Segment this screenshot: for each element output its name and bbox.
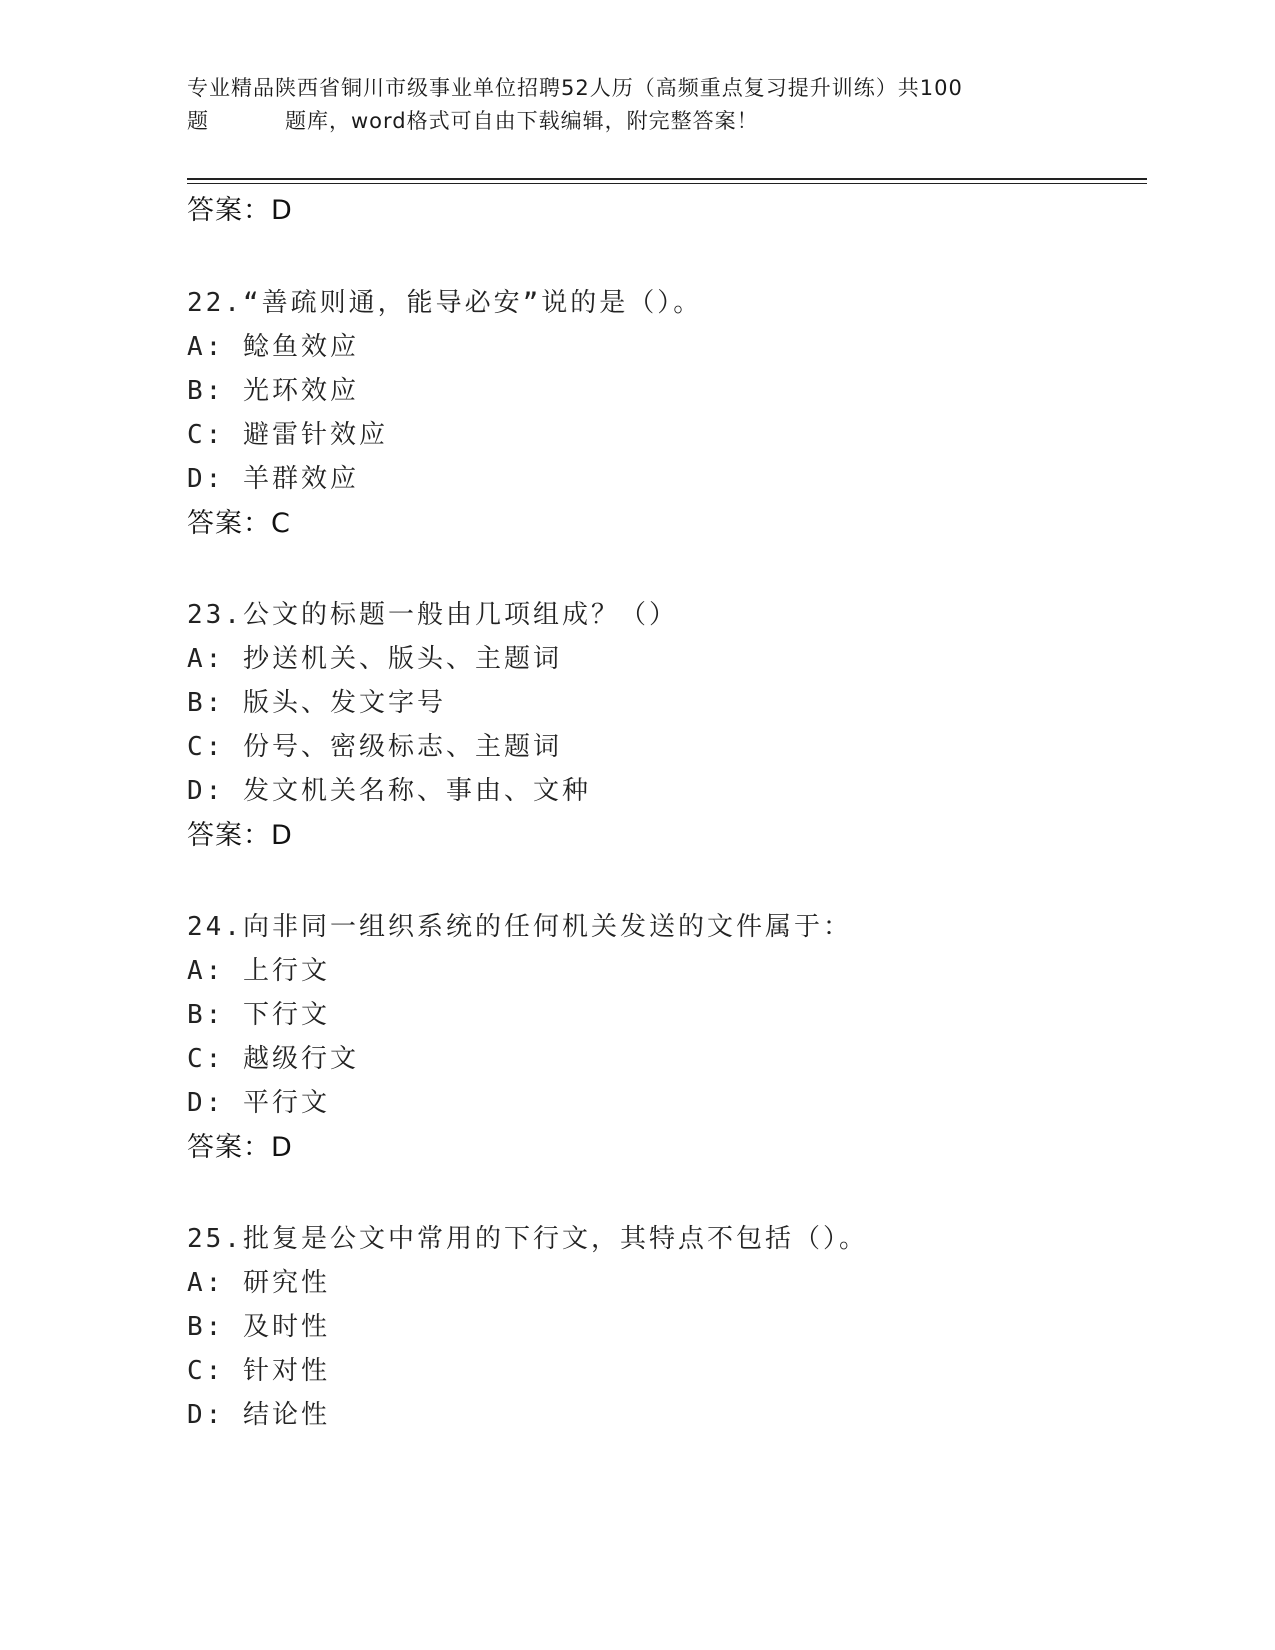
question-24-option-c: C: 越级行文: [187, 1044, 359, 1074]
question-22-answer: 答案：C: [187, 508, 291, 539]
header-title-line-2-start: 题: [187, 109, 209, 133]
header-divider-thick: [187, 178, 1147, 180]
previous-answer: 答案：D: [187, 195, 293, 226]
question-25-option-c: C: 针对性: [187, 1356, 330, 1386]
question-24-option-d: D: 平行文: [187, 1088, 330, 1118]
question-25-option-a: A: 研究性: [187, 1268, 330, 1298]
question-24: 24.向非同一组织系统的任何机关发送的文件属于：: [187, 912, 852, 942]
question-23-option-a: A: 抄送机关、版头、主题词: [187, 644, 562, 674]
question-22: 22.“善疏则通，能导必安”说的是（）。: [187, 288, 703, 318]
header-divider-thin: [187, 183, 1147, 184]
question-25-option-b: B: 及时性: [187, 1312, 330, 1342]
question-23-answer: 答案：D: [187, 820, 293, 851]
header-title-line-2-end: 题库，word格式可自由下载编辑，附完整答案！: [285, 109, 759, 133]
question-22-option-b: B: 光环效应: [187, 376, 359, 406]
question-25: 25.批复是公文中常用的下行文，其特点不包括（）。: [187, 1224, 868, 1254]
question-25-option-d: D: 结论性: [187, 1400, 330, 1430]
question-24-option-a: A: 上行文: [187, 956, 330, 986]
question-22-option-d: D: 羊群效应: [187, 464, 359, 494]
question-23-option-d: D: 发文机关名称、事由、文种: [187, 776, 591, 806]
header-title-line-1: 专业精品陕西省铜川市级事业单位招聘52人历（高频重点复习提升训练）共100: [187, 76, 963, 100]
question-23-option-b: B: 版头、发文字号: [187, 688, 446, 718]
question-22-option-c: C: 避雷针效应: [187, 420, 388, 450]
page-header: [187, 72, 1147, 138]
question-23-option-c: C: 份号、密级标志、主题词: [187, 732, 562, 762]
question-24-option-b: B: 下行文: [187, 1000, 330, 1030]
question-24-answer: 答案：D: [187, 1132, 293, 1163]
header-title-line-2: [187, 105, 1147, 138]
question-23: 23.公文的标题一般由几项组成？（）: [187, 600, 678, 630]
question-22-option-a: A: 鲶鱼效应: [187, 332, 359, 362]
